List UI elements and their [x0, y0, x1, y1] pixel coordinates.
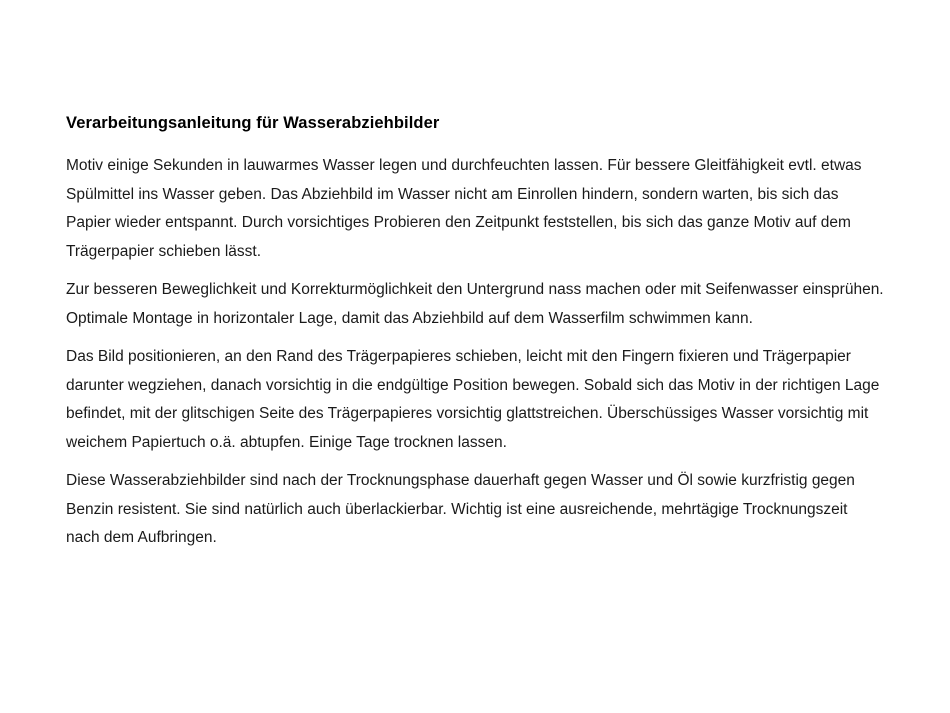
document-title: Verarbeitungsanleitung für Wasserabziehbilder: [66, 114, 440, 132]
paragraph-durability-notes: Diese Wasserabziehbilder sind nach der Trocknungsphase dauerhaft gegen Wasser und Öl sowie kurzfristig gegen Benzin resistent. Sie sind natürlich auch überlackierbar. Wichtig ist eine ausreichende, mehrtägige Trocknungszeit nach dem Aufbringen.: [66, 472, 855, 546]
paragraph-positioning-instructions: Das Bild positionieren, an den Rand des Trägerpapieres schieben, leicht mit den Fingern fixieren und Trägerpapier darunter wegziehen, danach vorsichtig in die endgültige Position bewegen. Sobald sich das Motiv in der richtigen Lage befindet, mit der glitschigen Seite des Trägerpapieres vorsichtig glattstreichen. Überschüssiges Wasser vorsichtig mit weichem Papiertuch o.ä. abtupfen. Einige Tage trocknen lassen.: [66, 348, 880, 451]
paragraph-soaking-instructions: Motiv einige Sekunden in lauwarmes Wasser legen und durchfeuchten lassen. Für bessere Gleitfähigkeit evtl. etwas Spülmittel ins Wasser geben. Das Abziehbild im Wasser nicht am Einrollen hindern, sondern warten, bis sich das Papier wieder entspannt. Durch vorsichtiges Probieren den Zeitpunkt feststellen, bis sich das ganze Motiv auf dem Trägerpapier schieben lässt.: [66, 157, 862, 260]
paragraph-surface-preparation: Zur besseren Beweglichkeit und Korrekturmöglichkeit den Untergrund nass machen oder mit Seifenwasser einsprühen. Optimale Montage in horizontaler Lage, damit das Abziehbild auf dem Wasserfilm schwimmen kann.: [66, 281, 884, 327]
document-content: [66, 112, 884, 563]
